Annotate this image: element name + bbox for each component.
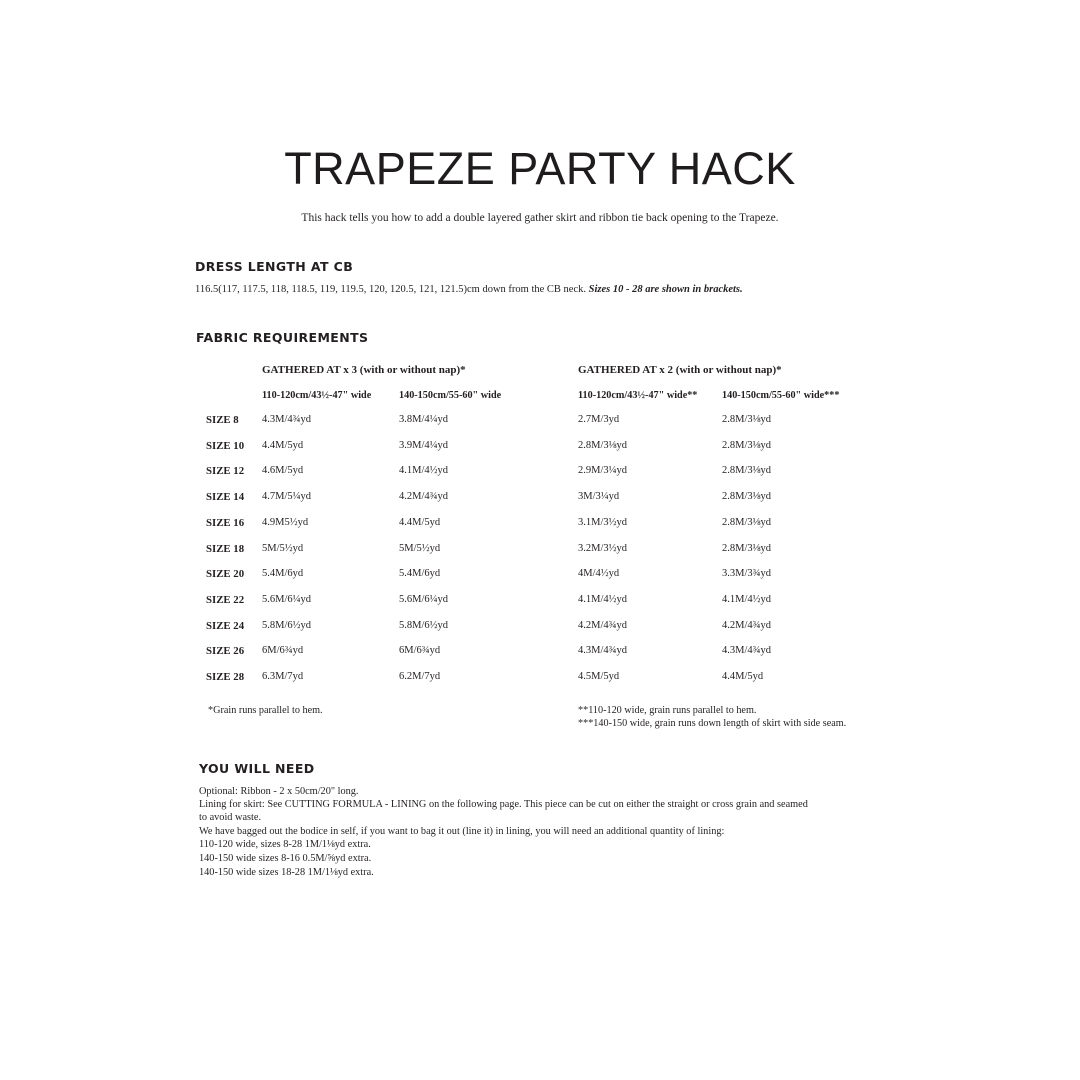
fabric-cell-x3-wide: 6.2M/7yd [399, 671, 441, 682]
fabric-cell-x3-narrow: 4.6M/5yd [262, 465, 304, 476]
need-line-waste: to avoid waste. [199, 812, 262, 823]
page-subtitle: This hack tells you how to add a double layered gather skirt and ribbon tie back opening to the Trapeze. [301, 212, 779, 224]
fabric-cell-x2-wide: 4.1M/4½yd [722, 594, 772, 605]
you-will-need-heading: YOU WILL NEED [199, 761, 315, 776]
dress-length-note: Sizes 10 - 28 are shown in brackets. [588, 284, 743, 295]
fabric-cell-x3-narrow: 5.4M/6yd [262, 568, 304, 579]
fabric-cell-x3-wide: 3.8M/4¼yd [399, 414, 449, 425]
fabric-cell-x2-wide: 3.3M/3¾yd [722, 568, 772, 579]
fabric-cell-x3-wide: 4.2M/4¾yd [399, 491, 449, 502]
fabric-cell-x2-wide: 2.8M/3⅛yd [722, 414, 772, 425]
size-label: SIZE 22 [206, 594, 245, 606]
gathered-x3-heading: GATHERED AT x 3 (with or without nap)* [262, 364, 466, 376]
column-header-x3-narrow: 110-120cm/43½-47" wide [262, 390, 372, 401]
fabric-cell-x2-wide: 2.8M/3⅛yd [722, 543, 772, 554]
size-label: SIZE 28 [206, 671, 245, 683]
need-line-ribbon: Optional: Ribbon - 2 x 50cm/20" long. [199, 786, 359, 797]
need-line-extra-2: 140-150 wide sizes 8-16 0.5M/⅝yd extra. [199, 853, 372, 864]
size-label: SIZE 14 [206, 491, 245, 503]
fabric-cell-x2-narrow: 4.2M/4¾yd [578, 620, 628, 631]
fabric-cell-x2-narrow: 4.5M/5yd [578, 671, 620, 682]
fabric-cell-x2-wide: 4.3M/4¾yd [722, 645, 772, 656]
dress-length-text [195, 284, 743, 295]
fabric-cell-x2-wide: 4.2M/4¾yd [722, 620, 772, 631]
fabric-cell-x3-wide: 5.6M/6¼yd [399, 594, 449, 605]
fabric-cell-x3-narrow: 6M/6¾yd [262, 645, 304, 656]
fabric-requirements-heading: FABRIC REQUIREMENTS [196, 330, 369, 345]
need-line-bodice: We have bagged out the bodice in self, if you want to bag it out (line it) in lining, you will need an additional quantity of lining: [199, 826, 725, 837]
fabric-cell-x3-narrow: 4.7M/5¼yd [262, 491, 312, 502]
size-label: SIZE 20 [206, 568, 245, 580]
fabric-cell-x3-narrow: 4.4M/5yd [262, 440, 304, 451]
fabric-cell-x2-narrow: 2.7M/3yd [578, 414, 620, 425]
fabric-cell-x3-wide: 5.4M/6yd [399, 568, 441, 579]
grain-note-wide: ***140-150 wide, grain runs down length of skirt with side seam. [578, 718, 847, 729]
size-label: SIZE 8 [206, 414, 239, 426]
fabric-cell-x3-narrow: 5M/5½yd [262, 543, 304, 554]
fabric-cell-x2-narrow: 2.9M/3¼yd [578, 465, 628, 476]
fabric-cell-x3-wide: 3.9M/4¼yd [399, 440, 449, 451]
size-label: SIZE 10 [206, 440, 245, 452]
fabric-cell-x3-narrow: 5.8M/6½yd [262, 620, 312, 631]
fabric-cell-x2-narrow: 4M/4½yd [578, 568, 620, 579]
fabric-cell-x3-wide: 5.8M/6½yd [399, 620, 449, 631]
dress-length-heading: DRESS LENGTH AT CB [195, 259, 354, 274]
page-title: TRAPEZE PARTY HACK [284, 143, 796, 194]
size-label: SIZE 24 [206, 620, 245, 632]
size-label: SIZE 26 [206, 645, 245, 657]
fabric-cell-x2-wide: 2.8M/3⅛yd [722, 491, 772, 502]
grain-note-narrow: **110-120 wide, grain runs parallel to hem. [578, 705, 757, 716]
fabric-cell-x2-narrow: 2.8M/3⅛yd [578, 440, 628, 451]
fabric-cell-x2-wide: 4.4M/5yd [722, 671, 764, 682]
size-label: SIZE 18 [206, 543, 245, 555]
fabric-cell-x2-narrow: 3.2M/3½yd [578, 543, 628, 554]
fabric-cell-x2-wide: 2.8M/3⅛yd [722, 440, 772, 451]
gathered-x2-heading: GATHERED AT x 2 (with or without nap)* [578, 364, 782, 376]
size-label: SIZE 12 [206, 465, 245, 477]
grain-note-left: *Grain runs parallel to hem. [208, 705, 323, 716]
column-header-x3-wide: 140-150cm/55-60" wide [399, 390, 502, 401]
need-line-lining: Lining for skirt: See CUTTING FORMULA - LINING on the following page. This piece can be cut on either the straight or cross grain and seamed [199, 799, 808, 810]
fabric-cell-x2-wide: 2.8M/3⅛yd [722, 465, 772, 476]
fabric-cell-x2-wide: 2.8M/3⅛yd [722, 517, 772, 528]
fabric-cell-x3-narrow: 6.3M/7yd [262, 671, 304, 682]
column-header-x2-wide: 140-150cm/55-60" wide*** [722, 390, 840, 401]
size-label: SIZE 16 [206, 517, 245, 529]
fabric-cell-x3-narrow: 4.3M/4¾yd [262, 414, 312, 425]
fabric-cell-x3-wide: 4.4M/5yd [399, 517, 441, 528]
fabric-cell-x3-wide: 4.1M/4½yd [399, 465, 449, 476]
fabric-cell-x2-narrow: 4.1M/4½yd [578, 594, 628, 605]
fabric-cell-x3-narrow: 5.6M/6¼yd [262, 594, 312, 605]
fabric-cell-x2-narrow: 4.3M/4¾yd [578, 645, 628, 656]
fabric-cell-x3-narrow: 4.9M5½yd [262, 517, 309, 528]
need-line-extra-3: 140-150 wide sizes 18-28 1M/1⅛yd extra. [199, 867, 374, 878]
dress-length-measurement: 116.5(117, 117.5, 118, 118.5, 119, 119.5, 120, 120.5, 121, 121.5)cm down from the CB neck. [195, 284, 586, 295]
fabric-cell-x3-wide: 5M/5½yd [399, 543, 441, 554]
fabric-cell-x2-narrow: 3.1M/3½yd [578, 517, 628, 528]
column-header-x2-narrow: 110-120cm/43½-47" wide** [578, 390, 698, 401]
fabric-cell-x2-narrow: 3M/3¼yd [578, 491, 620, 502]
fabric-cell-x3-wide: 6M/6¾yd [399, 645, 441, 656]
need-line-extra-1: 110-120 wide, sizes 8-28 1M/1⅛yd extra. [199, 839, 371, 850]
